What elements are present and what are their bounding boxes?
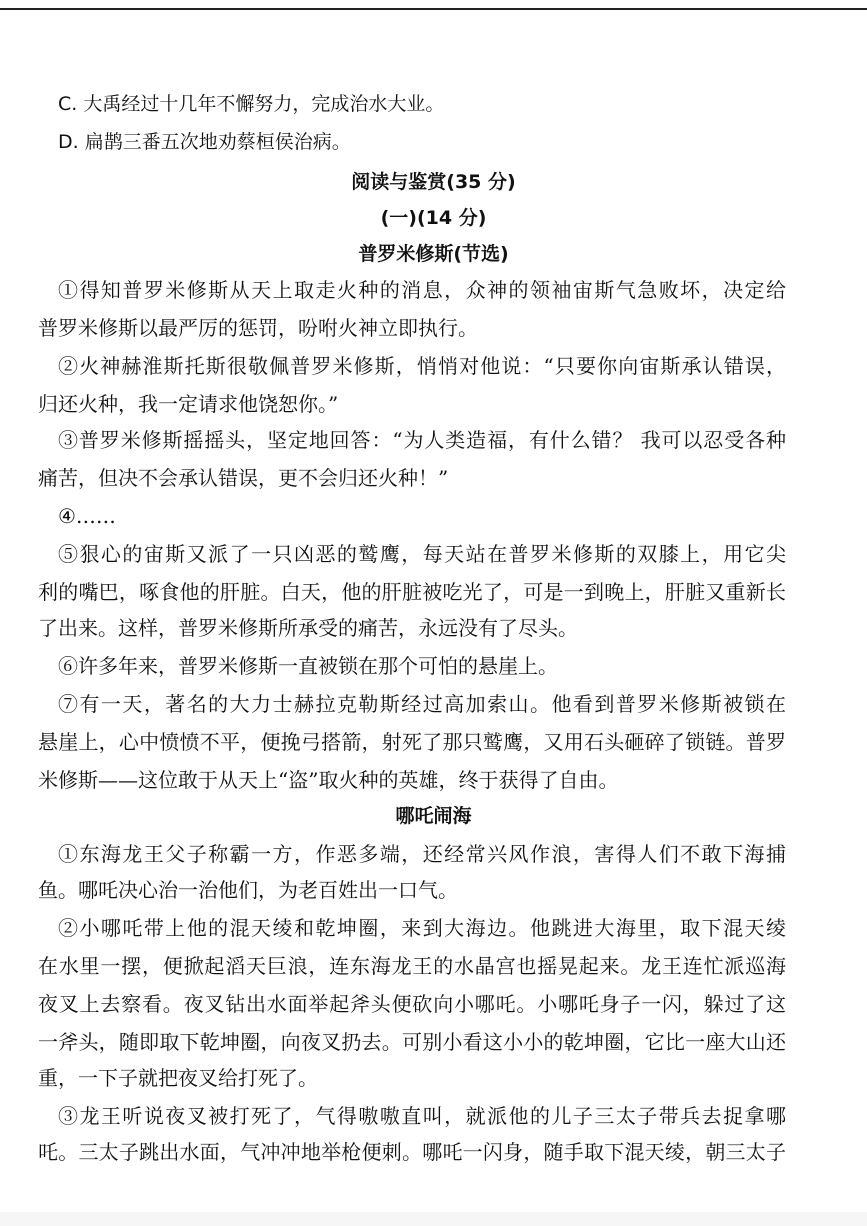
story1-line: ⑤狠心的宙斯又派了一只凶恶的鹫鹰，每天站在普罗米修斯的双膝上，用它尖 (58, 542, 786, 566)
story2-line: 夜叉上去察看。夜叉钻出水面举起斧头便砍向小哪吒。小哪吒身子一闪，躲过了这 (38, 992, 786, 1016)
story1-line: ①得知普罗米修斯从天上取走火种的消息，众神的领袖宙斯气急败坏，决定给 (58, 278, 786, 302)
story2-line: ②小哪吒带上他的混天绫和乾坤圈，来到大海边。他跳进大海里，取下混天绫 (58, 916, 786, 940)
story2-line: 在水里一摆，便掀起滔天巨浪，连东海龙王的水晶宫也摇晃起来。龙王连忙派巡海 (38, 954, 786, 978)
story2-line: 鱼。哪吒决心治一治他们，为老百姓出一口气。 (38, 878, 458, 902)
story1-line: 悬崖上，心中愤愤不平，便挽弓搭箭，射死了那只鹫鹰，又用石头砸碎了锁链。普罗 (38, 730, 786, 754)
story1-line: 痛苦，但决不会承认错误，更不会归还火种！” (38, 466, 449, 490)
story1-line: ②火神赫淮斯托斯很敬佩普罗米修斯，悄悄对他说：“只要你向宙斯承认错误， (58, 354, 786, 378)
story1-title: 普罗米修斯(节选) (358, 243, 509, 265)
page-bottom-edge (0, 1212, 867, 1226)
story2-line: 吒。三太子跳出水面，气冲冲地举枪便刺。哪吒一闪身，随手取下混天绫，朝三太子 (38, 1140, 786, 1164)
story1-line: 归还火种，我一定请求他饶恕你。” (38, 392, 339, 416)
story1-line: ⑥许多年来，普罗米修斯一直被锁在那个可怕的悬崖上。 (58, 654, 558, 678)
story1-line: 普罗米修斯以最严厉的惩罚，吩咐火神立即执行。 (38, 316, 478, 340)
top-divider (0, 8, 867, 10)
story1-line: ④…… (58, 504, 116, 528)
story1-line: 米修斯——这位敢于从天上“盗”取火种的英雄，终于获得了自由。 (38, 768, 619, 792)
story2-line: ①东海龙王父子称霸一方，作恶多端，还经常兴风作浪，害得人们不敢下海捕 (58, 842, 786, 866)
story1-line: 利的嘴巴，啄食他的肝脏。白天，他的肝脏被吃光了，可是一到晚上，肝脏又重新长 (38, 580, 786, 604)
section-title: 阅读与鉴赏(35 分) (351, 171, 516, 193)
story1-line: 了出来。这样，普罗米修斯所承受的痛苦，永远没有了尽头。 (38, 616, 578, 640)
story1-line: ⑦有一天，著名的大力士赫拉克勒斯经过高加索山。他看到普罗米修斯被锁在 (58, 692, 786, 716)
part-title: (一)(14 分) (380, 207, 487, 229)
story2-line: 一斧头，随即取下乾坤圈，向夜叉扔去。可别小看这小小的乾坤圈，它比一座大山还 (38, 1030, 786, 1054)
story2-title: 哪吒闹海 (395, 805, 472, 827)
option-d: D. 扁鹊三番五次地劝蔡桓侯治病。 (58, 131, 351, 153)
option-c: C. 大禹经过十几年不懈努力，完成治水大业。 (58, 93, 445, 115)
story1-line: ③普罗米修斯摇摇头，坚定地回答：“为人类造福，有什么错？ 我可以忍受各种 (58, 428, 786, 452)
story2-line: 重，一下子就把夜叉给打死了。 (38, 1066, 318, 1090)
story2-line: ③龙王听说夜叉被打死了，气得嗷嗷直叫，就派他的儿子三太子带兵去捉拿哪 (58, 1104, 786, 1128)
